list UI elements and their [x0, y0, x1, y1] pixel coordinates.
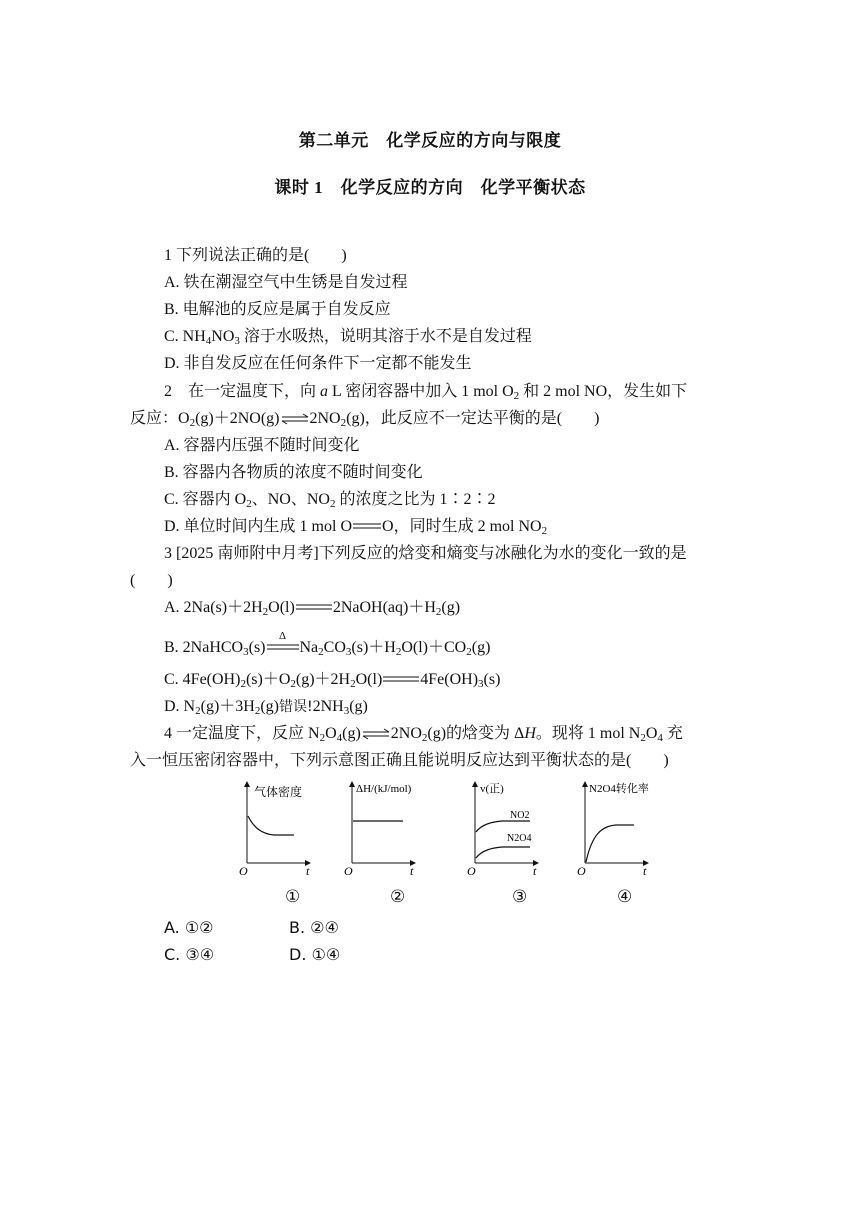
graph-1-gas-density	[239, 784, 310, 878]
graph-3-curve-no2: NO2	[510, 810, 530, 821]
graph-1-origin: O	[239, 864, 248, 878]
lesson-title: 课时 1 化学反应的方向 化学平衡状态	[274, 178, 586, 197]
graph-3-rate	[467, 782, 537, 878]
q2-stem-line2: 反应：$O_2(g)+2NO(g)$ $2NO_2(g)$，此反应不一定达平衡的是( )	[130, 410, 600, 429]
q1-option-d: D. 非自发反应在任何条件下一定都不能发生	[164, 355, 472, 372]
graph-2-ylabel: ΔH/(kJ/mol)	[356, 783, 412, 795]
q1-option-a: A. 铁在潮湿空气中生锈是自发过程	[164, 274, 408, 291]
graph-2-xlabel: t	[410, 864, 414, 878]
unit-title: 第二单元 化学反应的方向与限度	[298, 131, 562, 150]
graph-3-xlabel: t	[533, 864, 537, 878]
q3-option-c: C. $4Fe(OH)_2(s)+O_2(g)+2H_2O(l)$ $4Fe(OH)_3(s)$	[164, 671, 501, 690]
equilibrium-arrow-icon	[361, 728, 391, 740]
double-bond-icon	[352, 521, 382, 531]
error-text: 错误!	[278, 699, 313, 715]
graph-3-number: ③	[512, 887, 528, 907]
q1-option-c: C. $NH_4NO_3$ 溶于水吸热，说明其溶于水不是自发过程	[164, 328, 532, 347]
heat-symbol: Δ	[278, 630, 287, 642]
graph-4-origin: O	[577, 864, 586, 878]
graph-4-ylabel: N2O4转化率	[589, 783, 649, 795]
q4-choice-b: B. ②④	[289, 918, 339, 937]
graph-4-number: ④	[617, 887, 633, 907]
q4-choice-c: C. ③④	[164, 945, 215, 964]
graph-1-ylabel: 气体密度	[254, 785, 303, 799]
graph-2-enthalpy	[344, 783, 414, 878]
equals-sign-icon	[382, 674, 420, 684]
q4-choice-d: D. ①④	[289, 945, 341, 964]
q2-option-a: A. 容器内压强不随时间变化	[164, 437, 360, 454]
graph-2-origin: O	[344, 864, 353, 878]
graph-3-origin: O	[467, 864, 476, 878]
q3-stem: 3 [2025 南师附中月考]下列反应的焓变和熵变与冰融化为水的变化一致的是	[164, 545, 687, 562]
q4-graphs	[230, 778, 650, 878]
graph-4-conversion	[577, 781, 649, 878]
q1-stem: 1 下列说法正确的是( )	[164, 247, 347, 264]
q2-option-d: D. 单位时间内生成 1 mol O O，同时生成 2 mol $NO_2$	[164, 518, 548, 537]
q2-option-c: C. 容器内 $O_2$、NO、$NO_2$ 的浓度之比为 1∶2∶2	[164, 491, 496, 510]
graph-2-number: ②	[390, 887, 406, 907]
q2-option-b: B. 容器内各物质的浓度不随时间变化	[164, 464, 423, 481]
q1-option-b: B. 电解池的反应是属于自发反应	[164, 301, 391, 318]
q4-choice-a: A. ①②	[164, 918, 214, 937]
q3-option-a: A. $2Na(s)+2H_2O(l)$ $2NaOH(aq)+H_2(g)$	[164, 599, 461, 618]
q3-option-d: D. $N_2(g)+3H_2(g)$错误$!2NH_3(g)$	[164, 698, 368, 717]
graph-1-number: ①	[285, 887, 301, 907]
q3-option-b: B. 2NaHCO$_3$(s) Δ $Na_2CO_3(s)+H_2O(l)+CO_2(g)$	[164, 637, 490, 659]
equilibrium-arrow-icon	[280, 413, 310, 425]
q4-stem-line1: 4 一定温度下，反应 $N_2O_4(g)$ $2NO_2(g)$的焓变为 ΔH。现将 1 mol $N_2O_4$ 充	[164, 725, 683, 744]
graph-4-xlabel: t	[643, 864, 647, 878]
graph-1-xlabel: t	[306, 864, 310, 878]
q2-stem-line1: 2 在一定温度下，向 a L 密闭容器中加入 1 mol $O_2$ 和 2 mol NO，发生如下	[164, 383, 688, 402]
q4-stem-line2: 入一恒压密闭容器中，下列示意图正确且能说明反应达到平衡状态的是( )	[130, 752, 669, 769]
equals-sign-icon	[295, 602, 333, 612]
graph-3-curve-n2o4: N2O4	[507, 833, 532, 844]
q3-stem-paren: ( )	[130, 572, 173, 589]
graph-3-ylabel: v(正)	[480, 783, 504, 795]
